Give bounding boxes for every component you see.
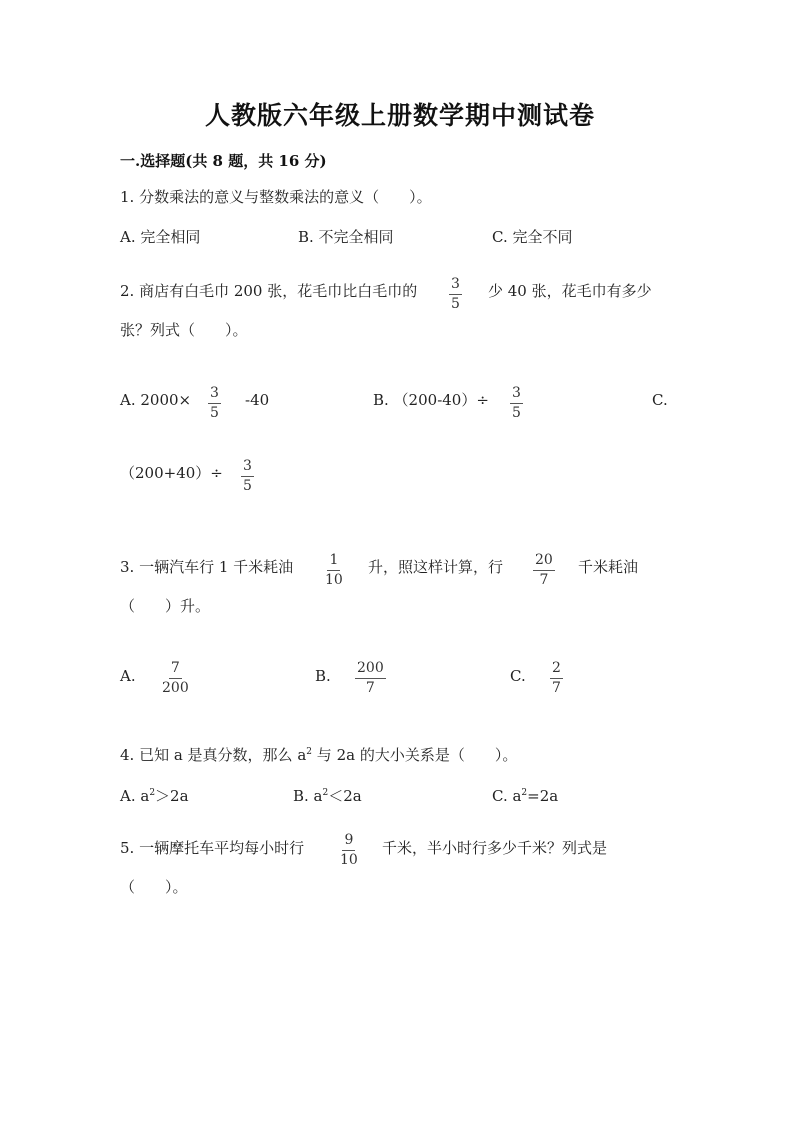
fraction-numerator: 3	[241, 459, 254, 477]
fraction-numerator: 1	[327, 553, 340, 571]
question-1-option-c: C. 完全不同	[492, 228, 573, 246]
question-5-text-line2: （ ）。	[120, 878, 188, 896]
option-suffix: ＞2a	[155, 787, 189, 805]
fraction-denominator: 5	[243, 478, 252, 494]
question-3-option-c-label: C.	[510, 667, 526, 685]
question-2-fraction	[449, 277, 462, 312]
question-1-option-a: A. 完全相同	[120, 228, 201, 246]
question-2-option-c-prefix: （200+40）÷	[120, 464, 223, 482]
fraction-denominator: 5	[512, 405, 521, 421]
section-heading: 一.选择题(共 8 题，共 16 分)	[120, 152, 327, 170]
question-3-option-b-label: B.	[315, 667, 331, 685]
question-4-text-part1: 4. 已知 a 是真分数，那么 a	[120, 746, 307, 764]
question-3-option-c-fraction	[550, 661, 563, 696]
question-2-option-a-fraction	[208, 386, 221, 421]
question-1-option-b: B. 不完全相同	[298, 228, 394, 246]
fraction-numerator: 200	[355, 661, 386, 679]
question-5-text-part1: 5. 一辆摩托车平均每小时行	[120, 839, 305, 857]
question-2-option-c-fraction	[241, 459, 254, 494]
fraction-numerator: 3	[510, 386, 523, 404]
question-2-text-line2: 张？列式（ ）。	[120, 321, 248, 339]
question-3-text-line2: （ ）升。	[120, 597, 211, 615]
question-4-option-b	[293, 786, 362, 806]
question-3-option-a-fraction	[160, 661, 191, 696]
question-3-fraction-2	[533, 553, 555, 588]
fraction-numerator: 3	[449, 277, 462, 295]
question-4-text	[120, 745, 517, 765]
fraction-denominator: 7	[539, 572, 549, 588]
page-title: 人教版六年级上册数学期中测试卷	[204, 101, 595, 130]
fraction-denominator: 7	[552, 680, 561, 696]
option-suffix: ＜2a	[328, 787, 362, 805]
fraction-denominator: 200	[162, 680, 189, 696]
fraction-numerator: 2	[550, 661, 563, 679]
question-3-text-part1: 3. 一辆汽车行 1 千米耗油	[120, 558, 294, 576]
option-prefix: B. a	[293, 787, 323, 805]
option-suffix: =2a	[527, 787, 559, 805]
fraction-denominator: 7	[365, 680, 375, 696]
question-4-option-a	[120, 786, 189, 806]
exponent: 2	[521, 788, 528, 798]
question-2-option-b-fraction	[510, 386, 523, 421]
question-3-text-part2: 升，照这样计算，行	[368, 558, 504, 576]
question-3-option-a-label: A.	[120, 667, 136, 685]
fraction-numerator: 9	[342, 833, 355, 851]
fraction-numerator: 7	[169, 661, 182, 679]
question-3-text-part3: 千米耗油	[578, 558, 639, 576]
question-2-text-part1: 2. 商店有白毛巾 200 张，花毛巾比白毛巾的	[120, 282, 418, 300]
fraction-numerator: 20	[533, 553, 555, 571]
question-2-text-part2: 少 40 张，花毛巾有多少	[488, 282, 652, 300]
question-4-text-part2: 与 2a 的大小关系是（ ）。	[316, 746, 518, 764]
question-1-text: 1. 分数乘法的意义与整数乘法的意义（ ）。	[120, 188, 432, 206]
exponent: 2	[306, 747, 313, 757]
question-3-option-b-fraction	[355, 661, 386, 696]
question-5-fraction	[338, 833, 360, 868]
question-4-option-c	[492, 786, 558, 806]
fraction-denominator: 10	[325, 572, 343, 588]
question-2-option-b-prefix: B. （200-40）÷	[373, 391, 489, 409]
fraction-denominator: 10	[340, 852, 358, 868]
question-2-option-a-prefix: A. 2000×	[120, 391, 192, 409]
question-3-fraction-1	[323, 553, 345, 588]
option-prefix: A. a	[120, 787, 150, 805]
fraction-numerator: 3	[208, 386, 221, 404]
question-2-option-c-label: C.	[652, 391, 668, 409]
question-2-option-a-suffix: -40	[245, 391, 270, 409]
fraction-denominator: 5	[210, 405, 219, 421]
question-5-text-part2: 千米，半小时行多少千米？列式是	[382, 839, 608, 857]
exponent: 2	[149, 788, 156, 798]
fraction-denominator: 5	[451, 296, 460, 312]
exponent: 2	[322, 788, 329, 798]
option-prefix: C. a	[492, 787, 522, 805]
